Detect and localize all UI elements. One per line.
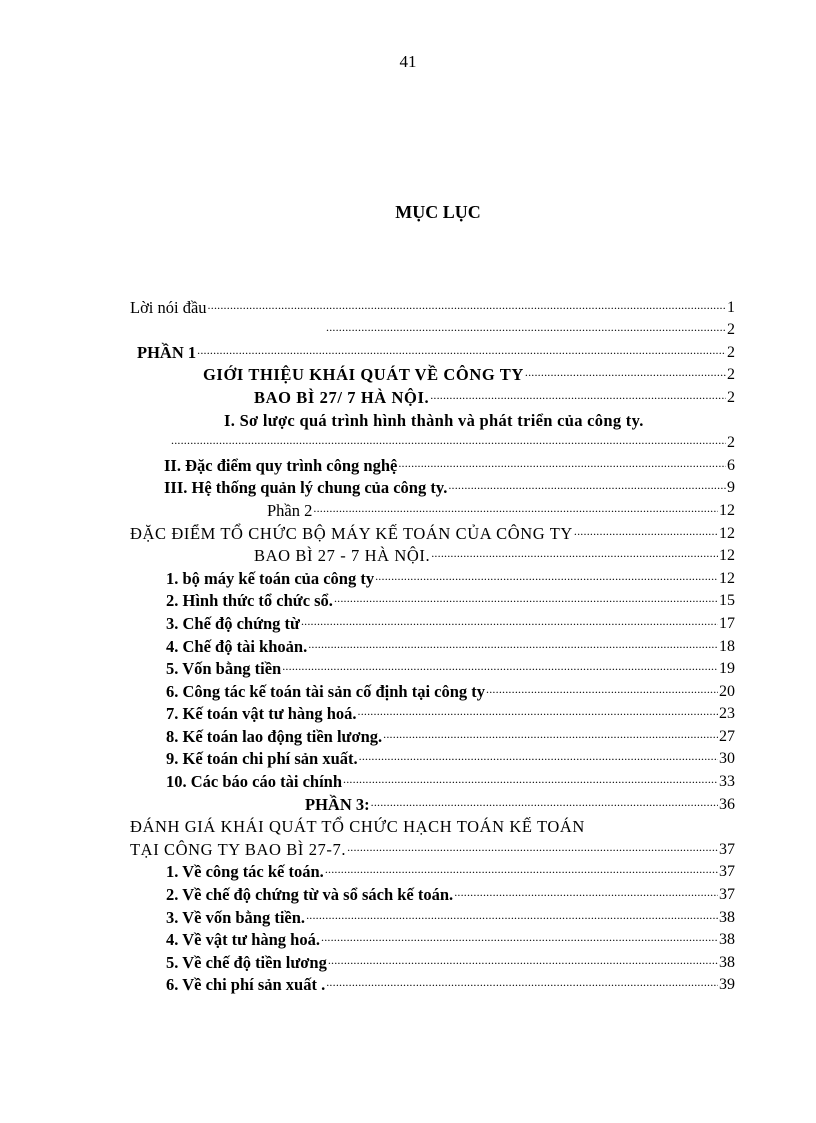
dot-leader: [306, 905, 718, 925]
dot-leader: [328, 950, 718, 970]
toc-entry-text: ĐÁNH GIÁ KHÁI QUÁT TỔ CHỨC HẠCH TOÁN KẾ TOÁN: [130, 817, 585, 837]
toc-entry-text: Lời nói đầu: [130, 297, 207, 317]
toc-entry-page: 37: [719, 840, 735, 858]
dot-leader: [282, 656, 718, 676]
dot-leader: [486, 679, 718, 699]
toc-entry-1-cong-tac-ke-toan[interactable]: [130, 860, 735, 883]
page-title: MỤC LỤC: [395, 202, 481, 222]
toc-entry-5-che-do-tien-luong[interactable]: [130, 950, 735, 973]
toc-entry-page: 12: [719, 501, 735, 519]
toc-entry-page: 33: [719, 773, 735, 791]
toc-entry-text: BAO BÌ 27/ 7 HÀ NỘI.: [254, 387, 430, 407]
table-of-contents: [130, 295, 735, 995]
dot-leader: [326, 317, 726, 337]
toc-entry-text: Phần 2: [267, 500, 313, 520]
toc-entry-page: 9: [727, 479, 735, 497]
toc-entry-text: 1. bộ máy kế toán của công ty: [166, 568, 375, 588]
toc-entry-text: TẠI CÔNG TY BAO BÌ 27-7.: [130, 839, 347, 859]
toc-entry-page: 15: [719, 592, 735, 610]
toc-entry-page: 27: [719, 727, 735, 745]
dot-leader: [358, 701, 719, 721]
dot-leader: [308, 634, 718, 654]
toc-entry-page: 18: [719, 637, 735, 655]
toc-entry-text: 8. Kế toán lao động tiền lương.: [166, 726, 383, 746]
toc-entry-bao-bi-27-7[interactable]: [130, 385, 735, 408]
toc-entry-tai-cong-ty[interactable]: [130, 837, 735, 860]
toc-entry-page: 20: [719, 682, 735, 700]
dot-leader: [313, 498, 718, 518]
dot-leader: [398, 453, 726, 473]
toc-entry-text: 10. Các báo cáo tài chính: [166, 772, 343, 792]
dot-leader: [321, 927, 718, 947]
toc-entry-page: 12: [719, 524, 735, 542]
dot-leader: [454, 882, 718, 902]
toc-entry-danh-gia-khai-quat[interactable]: [130, 815, 735, 838]
toc-entry-page: 17: [719, 614, 735, 632]
toc-entry-page: 23: [719, 705, 735, 723]
toc-entry-section-i-continued[interactable]: [130, 431, 735, 454]
toc-entry-section-iii[interactable]: [130, 476, 735, 499]
toc-entry-gioi-thieu[interactable]: [130, 363, 735, 386]
toc-entry-phan-1[interactable]: [130, 340, 735, 363]
toc-entry-bao-bi-27-7-ha-noi[interactable]: [130, 544, 735, 567]
toc-entry-text: PHẦN 1: [137, 342, 197, 362]
toc-entry-text: 3. Chế độ chứng từ: [166, 613, 300, 633]
dot-leader: [359, 746, 718, 766]
toc-entry-page: 38: [719, 908, 735, 926]
toc-entry-page: 2: [727, 366, 735, 384]
dot-leader: [525, 362, 726, 382]
toc-entry-page: 37: [719, 863, 735, 881]
toc-entry-page: 2: [727, 343, 735, 361]
toc-entry-page: 38: [719, 953, 735, 971]
toc-entry-text: 9. Kế toán chi phí sản xuất.: [166, 749, 358, 769]
page-number: 41: [399, 52, 417, 71]
toc-entry-4-che-do-tai-khoan[interactable]: [130, 634, 735, 657]
toc-entry-page: 2: [727, 388, 735, 406]
dot-leader: [197, 340, 726, 360]
toc-entry-section-i[interactable]: [130, 408, 735, 431]
toc-entry-text: I. Sơ lược quá trình hình thành và phát triển của công ty.: [224, 410, 644, 430]
toc-entry-text: 5. Vốn bằng tiền: [166, 659, 282, 679]
toc-entry-3-che-do-chung-tu[interactable]: [130, 611, 735, 634]
toc-entry-text: 4. Chế độ tài khoản.: [166, 636, 308, 656]
toc-entry-6-chi-phi-san-xuat[interactable]: [130, 973, 735, 996]
dot-leader: [574, 521, 718, 541]
toc-entry-page: 1: [727, 298, 735, 316]
dot-leader: [347, 837, 718, 857]
toc-entry-3-von-bang-tien[interactable]: [130, 905, 735, 928]
toc-entry-text: 6. Công tác kế toán tài sản cố định tại công ty: [166, 681, 486, 701]
toc-entry-text: GIỚI THIỆU KHÁI QUÁT VỀ CÔNG TY: [203, 365, 524, 385]
dot-leader: [448, 475, 726, 495]
toc-entry-page: 6: [727, 456, 735, 474]
dot-leader: [343, 769, 718, 789]
toc-entry-5-von-bang-tien[interactable]: [130, 657, 735, 680]
toc-entry-page: 38: [719, 931, 735, 949]
toc-entry-page: 2: [727, 321, 735, 339]
toc-entry-text: III. Hệ thống quản lý chung của công ty.: [164, 478, 448, 498]
toc-entry-page: 12: [719, 569, 735, 587]
toc-entry-text: PHẦN 3:: [305, 794, 370, 814]
toc-entry-text: 2. Về chế độ chứng từ và sổ sách kế toán.: [166, 885, 454, 905]
toc-entry-1-bo-may[interactable]: [130, 566, 735, 589]
toc-entry-section-ii[interactable]: [130, 453, 735, 476]
toc-entry-dac-diem-to-chuc[interactable]: [130, 521, 735, 544]
toc-entry-page: 30: [719, 750, 735, 768]
toc-entry-page: 12: [719, 547, 735, 565]
toc-entry-page: 39: [719, 976, 735, 994]
dot-leader: [375, 566, 718, 586]
toc-entry-blank[interactable]: [130, 318, 735, 341]
dot-leader: [383, 724, 718, 744]
dot-leader: [208, 295, 726, 315]
toc-entry-10-bao-cao-tai-chinh[interactable]: [130, 769, 735, 792]
toc-entry-text: 1. Về công tác kế toán.: [166, 862, 324, 882]
toc-entry-text: II. Đặc điểm quy trình công nghệ: [164, 455, 398, 475]
toc-entry-text: 5. Về chế độ tiền lương: [166, 952, 327, 972]
dot-leader: [371, 792, 718, 812]
toc-entry-loi-noi-dau[interactable]: [130, 295, 735, 318]
toc-entry-8-lao-dong-tien-luong[interactable]: [130, 724, 735, 747]
toc-entry-9-chi-phi-san-xuat[interactable]: [130, 747, 735, 770]
dot-leader: [430, 385, 726, 405]
toc-entry-page: 2: [727, 434, 735, 452]
toc-entry-page: 19: [719, 660, 735, 678]
dot-leader: [171, 430, 726, 450]
toc-entry-text: 3. Về vốn bằng tiền.: [166, 907, 306, 927]
dot-leader: [325, 859, 718, 879]
toc-entry-text: 6. Về chi phí sản xuất .: [166, 975, 326, 995]
dot-leader: [334, 588, 718, 608]
toc-entry-7-vat-tu-hang-hoa[interactable]: [130, 702, 735, 725]
toc-entry-phan-2[interactable]: [130, 498, 735, 521]
dot-leader: [326, 972, 718, 992]
dot-leader: [431, 543, 718, 563]
dot-leader: [301, 611, 718, 631]
toc-entry-text: 4. Về vật tư hàng hoá.: [166, 930, 320, 950]
toc-entry-page: 37: [719, 886, 735, 904]
toc-entry-text: ĐẶC ĐIỂM TỔ CHỨC BỘ MÁY KẾ TOÁN CỦA CÔNG TY: [130, 523, 573, 543]
toc-entry-phan-3[interactable]: [130, 792, 735, 815]
toc-entry-text: BAO BÌ 27 - 7 HÀ NỘI.: [254, 546, 431, 566]
toc-entry-text: 2. Hình thức tổ chức sổ.: [166, 591, 333, 611]
toc-entry-4-vat-tu-hang-hoa[interactable]: [130, 928, 735, 951]
toc-entry-2-chung-tu-so-sach[interactable]: [130, 882, 735, 905]
toc-entry-text: 7. Kế toán vật tư hàng hoá.: [166, 704, 357, 724]
toc-entry-page: 36: [719, 795, 735, 813]
toc-entry-6-tai-san-co-dinh[interactable]: [130, 679, 735, 702]
toc-entry-2-hinh-thuc[interactable]: [130, 589, 735, 612]
